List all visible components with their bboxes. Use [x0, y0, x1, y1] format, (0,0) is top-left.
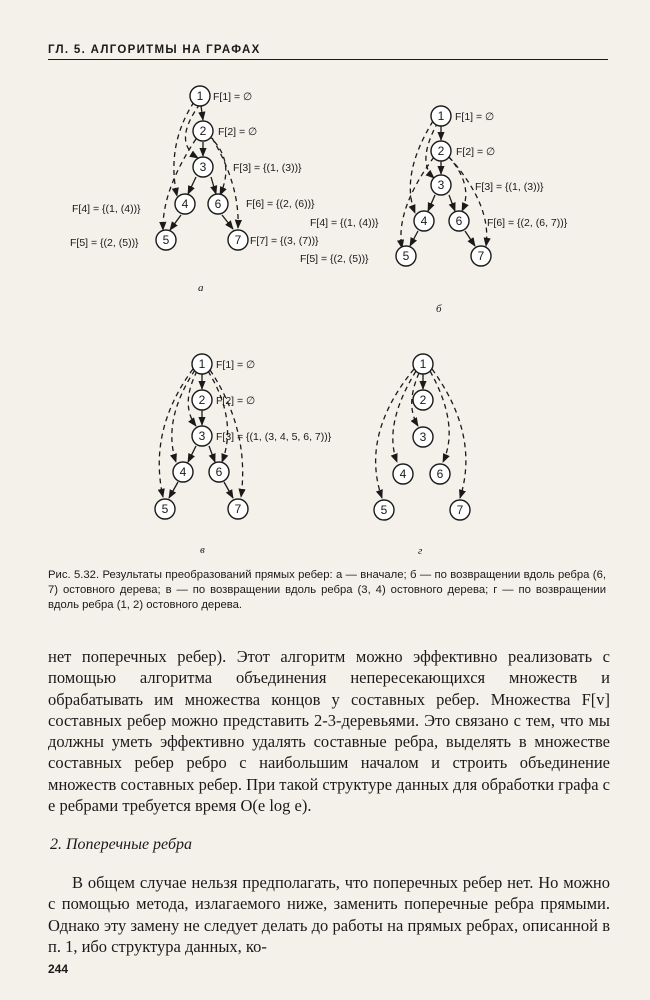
node-3: 3	[437, 178, 445, 192]
panel-a-annotations	[70, 91, 319, 294]
annotation: F[5] = {(2, (5))}	[70, 237, 139, 249]
annotation: F[6] = {(2, (6))}	[246, 198, 315, 210]
node-2: 2	[437, 144, 445, 158]
running-head: ГЛ. 5. АЛГОРИТМЫ НА ГРАФАХ	[48, 44, 608, 60]
panel-letter: а	[198, 282, 204, 294]
annotation: F[5] = {(2, (5))}	[300, 253, 369, 265]
node-3: 3	[419, 430, 427, 444]
annotation: F[2] = ∅	[456, 146, 496, 158]
paragraph-1-text: нет поперечных ребер). Этот алгоритм можно эффективно реализовать с помощью алгоритма объединения непересекающихся множеств и обрабатывать им множества концов у составных ребер. Множества F[v] составных ребер можно представить 2-3-деревьями. Это связано с тем, что мы должны уметь эффективно удалять составные ребра, выделять в множестве составных ребер ребро с наибольшим началом и строить объединение множеств составных ребер. При такой структуре данных для обработки графа с e ребрами требуется время O(e log e).	[48, 647, 610, 816]
node-5: 5	[162, 233, 170, 247]
node-2: 2	[198, 393, 206, 407]
node-3: 3	[198, 429, 206, 443]
annotation: F[4] = {(1, (4))}	[310, 217, 379, 229]
node-3: 3	[199, 160, 207, 174]
annotation: F[2] = ∅	[218, 126, 258, 138]
node-6: 6	[436, 467, 444, 481]
annotation: F[1] = ∅	[455, 111, 495, 123]
node-6: 6	[455, 214, 463, 228]
node-1: 1	[196, 89, 204, 103]
node-2: 2	[199, 124, 207, 138]
node-4: 4	[399, 467, 407, 481]
panel-c-annotations	[200, 359, 332, 556]
node-1: 1	[198, 357, 206, 371]
paragraph-2	[48, 872, 610, 957]
node-5: 5	[161, 502, 169, 516]
annotation: F[2] = ∅	[216, 395, 256, 407]
node-1: 1	[419, 357, 427, 371]
node-5: 5	[402, 249, 410, 263]
annotation: F[1] = ∅	[213, 91, 253, 103]
panel-d-annotations	[418, 545, 423, 557]
node-4: 4	[181, 197, 189, 211]
node-4: 4	[420, 214, 428, 228]
figure-caption: Рис. 5.32. Результаты преобразований прямых ребер: а — вначале; б — по возвращении вдоль ребра (6, 7) остовного дерева; в — по возвращении вдоль ребра (3, 4) остовного дерева; г — по возвращении вдоль ребра (1, 2) остовного дерева.	[48, 569, 606, 611]
node-7: 7	[234, 502, 242, 516]
node-7: 7	[234, 233, 242, 247]
annotation: F[3] = {(1, (3))}	[475, 181, 544, 193]
paragraph-1	[48, 646, 610, 816]
annotation: F[3] = {(1, (3))}	[233, 162, 302, 174]
node-1: 1	[437, 109, 445, 123]
panel-letter: г	[418, 545, 423, 557]
panel-letter: б	[436, 303, 442, 315]
node-5: 5	[380, 503, 388, 517]
annotation: F[7] = {(3, (7))}	[250, 235, 319, 247]
section-title: 2. Поперечные ребра	[50, 836, 192, 853]
node-4: 4	[179, 465, 187, 479]
panel-d-nodes	[374, 354, 470, 520]
node-7: 7	[477, 249, 485, 263]
node-6: 6	[214, 197, 222, 211]
panel-letter: в	[200, 544, 205, 556]
annotation: F[6] = {(2, (6, 7))}	[487, 217, 568, 229]
node-7: 7	[456, 503, 464, 517]
page-number: 244	[48, 962, 69, 976]
paragraph-2-text: В общем случае нельзя предполагать, что поперечных ребер нет. Но можно с помощью метода, излагаемого ниже, заменить поперечные ребра прямыми. Однако эту замену не следует делать до работы на прямых ребрах, описанной в п. 1, ибо структура данных, ко-	[48, 873, 610, 956]
panel-b-annotations	[300, 111, 568, 315]
annotation: F[1] = ∅	[216, 359, 256, 371]
annotation: F[4] = {(1, (4))}	[72, 203, 141, 215]
node-2: 2	[419, 393, 427, 407]
node-6: 6	[215, 465, 223, 479]
annotation: F[3] = {(1, (3, 4, 5, 6, 7))}	[216, 431, 332, 443]
